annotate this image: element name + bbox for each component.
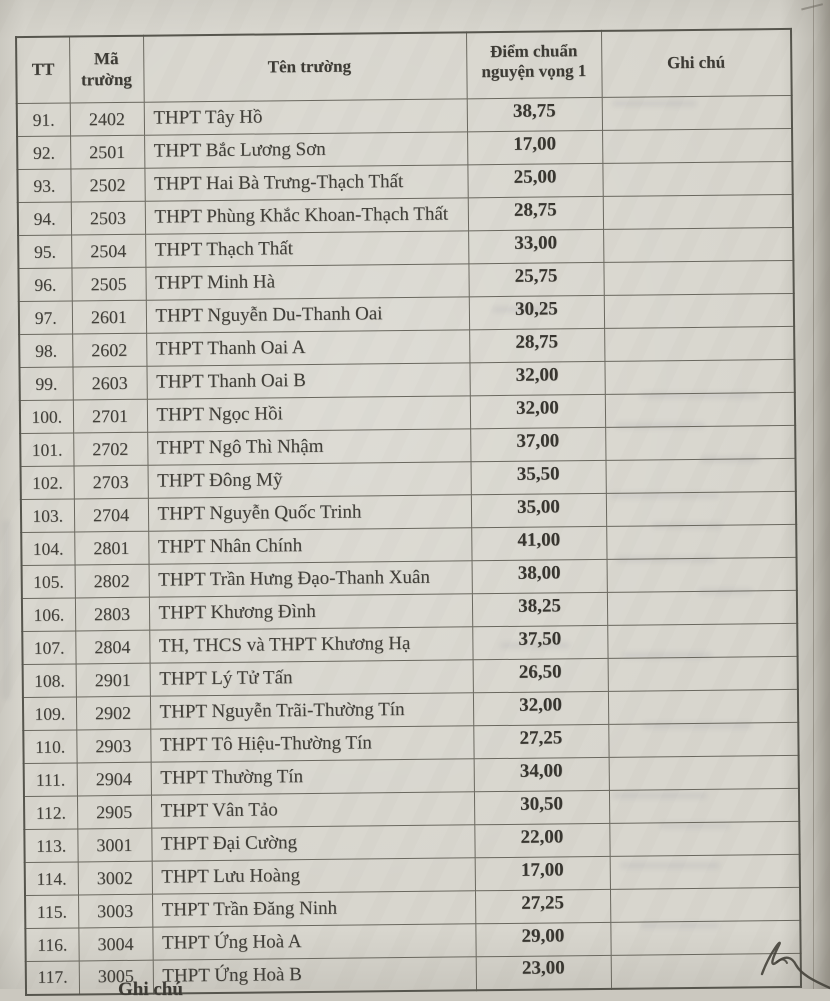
score-value: 17,00 (467, 130, 602, 164)
header-name: Tên trường (143, 32, 467, 102)
school-code: 2502 (70, 168, 144, 202)
table-body (17, 95, 801, 994)
school-code: 2402 (70, 102, 144, 136)
note-cell (605, 425, 795, 460)
note-cell (609, 755, 799, 790)
note-cell (609, 821, 799, 856)
school-code: 2601 (72, 300, 146, 334)
school-name: THPT Thạch Thất (145, 231, 468, 267)
school-name: THPT Lý Tử Tấn (150, 660, 473, 696)
row-number: 113. (24, 829, 77, 863)
header-code: Mã trường (69, 36, 144, 103)
note-cell (608, 656, 798, 691)
score-value: 26,50 (473, 658, 608, 692)
school-code: 3002 (78, 861, 152, 895)
score-value: 30,50 (474, 790, 609, 824)
school-name: THPT Hai Bà Trưng-Thạch Thất (144, 165, 467, 201)
note-cell (604, 326, 794, 361)
note-cell (602, 128, 792, 163)
score-value: 17,00 (475, 856, 610, 890)
score-value: 35,00 (471, 493, 606, 527)
school-code: 2804 (75, 630, 149, 664)
row-number: 101. (20, 433, 73, 467)
row-number: 112. (24, 796, 77, 830)
school-name: THPT Minh Hà (145, 264, 468, 300)
school-code: 2503 (71, 201, 145, 235)
school-code: 2902 (76, 696, 150, 730)
school-name: THPT Bắc Lương Sơn (144, 132, 467, 168)
row-number: 98. (19, 334, 72, 368)
row-number: 116. (25, 928, 78, 962)
row-number: 110. (23, 730, 76, 764)
school-code: 2603 (72, 366, 146, 400)
school-name: THPT Nguyễn Quốc Trinh (148, 495, 471, 531)
school-name: THPT Ngọc Hồi (147, 396, 470, 432)
school-code: 3004 (78, 927, 152, 961)
school-name: THPT Thường Tín (151, 759, 474, 795)
school-name: THPT Phùng Khắc Khoan-Thạch Thất (145, 198, 468, 234)
school-code: 2803 (75, 597, 149, 631)
score-value: 38,75 (467, 97, 602, 131)
note-cell (603, 194, 793, 229)
score-value: 25,75 (468, 262, 603, 296)
pen-squiggle (752, 928, 830, 989)
row-number: 115. (25, 895, 78, 929)
score-value: 23,00 (476, 955, 611, 989)
note-cell (604, 359, 794, 394)
header-note: Ghi chú (601, 29, 792, 97)
score-value: 30,25 (469, 295, 604, 329)
score-value: 34,00 (474, 757, 609, 791)
score-value: 29,00 (475, 922, 610, 956)
school-name: THPT Trần Hưng Đạo-Thanh Xuân (149, 561, 472, 597)
school-code: 2703 (74, 465, 148, 499)
row-number: 97. (19, 301, 72, 335)
header-score: Điểm chuẩn nguyện vọng 1 (466, 31, 602, 99)
school-code: 2602 (72, 333, 146, 367)
school-code: 2702 (73, 432, 147, 466)
header-tt: TT (16, 37, 70, 104)
school-name: THPT Ngô Thì Nhậm (147, 429, 470, 465)
score-value: 25,00 (467, 163, 602, 197)
note-cell (610, 887, 800, 922)
row-number: 117. (26, 961, 79, 995)
page-edge-shadow (813, 0, 830, 989)
score-value: 32,00 (469, 361, 604, 395)
row-number: 104. (21, 532, 74, 566)
note-cell (606, 524, 796, 559)
row-number: 99. (19, 367, 72, 401)
row-number: 91. (17, 103, 70, 137)
school-code: 2904 (77, 762, 151, 796)
school-code: 2802 (75, 564, 149, 598)
school-code: 2901 (76, 663, 150, 697)
school-code: 2504 (71, 234, 145, 268)
note-cell (608, 689, 798, 724)
school-name: THPT Tây Hồ (144, 99, 467, 135)
school-code: 2905 (77, 795, 151, 829)
school-code: 2903 (76, 729, 150, 763)
school-code: 2801 (74, 531, 148, 565)
note-cell (608, 722, 798, 757)
scores-table (15, 28, 802, 996)
row-number: 108. (23, 664, 76, 698)
row-number: 96. (18, 268, 71, 302)
note-cell (604, 293, 794, 328)
school-name: THPT Ứng Hoà A (152, 924, 475, 960)
score-value: 28,75 (468, 196, 603, 230)
score-value: 22,00 (474, 823, 609, 857)
score-value: 32,00 (473, 691, 608, 725)
school-code: 2501 (70, 135, 144, 169)
school-code: 2505 (71, 267, 145, 301)
row-number: 114. (25, 862, 78, 896)
score-value: 38,25 (472, 592, 607, 626)
school-name: THPT Nguyễn Trãi-Thường Tín (150, 693, 473, 729)
score-value: 37,00 (470, 427, 605, 461)
school-code: 2701 (73, 399, 147, 433)
score-value: 27,25 (475, 889, 610, 923)
row-number: 102. (21, 466, 74, 500)
school-code: 3005 (79, 960, 153, 994)
row-number: 100. (20, 400, 73, 434)
school-name: TH, THCS và THPT Khương Hạ (149, 627, 472, 663)
row-number: 95. (18, 235, 71, 269)
footnote-label: Ghi chú (118, 979, 183, 1000)
note-cell (606, 491, 796, 526)
score-value: 27,25 (473, 724, 608, 758)
note-cell (602, 95, 792, 130)
school-name: THPT Tô Hiệu-Thường Tín (150, 726, 473, 762)
row-number: 94. (18, 202, 71, 236)
school-name: THPT Vân Tảo (151, 792, 474, 828)
row-number: 105. (22, 565, 75, 599)
school-name: THPT Đông Mỹ (148, 462, 471, 498)
note-cell (605, 392, 795, 427)
note-cell (607, 623, 797, 658)
row-number: 107. (22, 631, 75, 665)
score-value: 33,00 (468, 229, 603, 263)
school-code: 3001 (77, 828, 151, 862)
note-cell (607, 557, 797, 592)
score-value: 28,75 (469, 328, 604, 362)
table-header (16, 29, 792, 104)
score-value: 41,00 (471, 526, 606, 560)
school-name: THPT Trần Đăng Ninh (152, 891, 475, 927)
row-number: 106. (22, 598, 75, 632)
score-value: 35,50 (471, 460, 606, 494)
score-value: 32,00 (470, 394, 605, 428)
row-number: 93. (17, 169, 70, 203)
row-number: 92. (17, 136, 70, 170)
note-cell (602, 161, 792, 196)
score-value: 38,00 (472, 559, 607, 593)
note-cell (603, 227, 793, 262)
row-number: 111. (24, 763, 77, 797)
school-code: 3003 (78, 894, 152, 928)
row-number: 103. (21, 499, 74, 533)
school-name: THPT Nhân Chính (148, 528, 471, 564)
note-cell (609, 788, 799, 823)
note-cell (607, 590, 797, 625)
score-value: 37,50 (472, 625, 607, 659)
school-name: THPT Nguyễn Du-Thanh Oai (146, 297, 469, 333)
school-name: THPT Đại Cường (151, 825, 474, 861)
school-name: THPT Khương Đình (149, 594, 472, 630)
note-cell (603, 260, 793, 295)
school-name: THPT Lưu Hoàng (152, 858, 475, 894)
school-name: THPT Thanh Oai A (146, 330, 469, 366)
note-cell (610, 854, 800, 889)
school-name: THPT Ứng Hoà B (153, 957, 476, 993)
school-code: 2704 (74, 498, 148, 532)
row-number: 109. (23, 697, 76, 731)
school-name: THPT Thanh Oai B (146, 363, 469, 399)
note-cell (605, 458, 795, 493)
